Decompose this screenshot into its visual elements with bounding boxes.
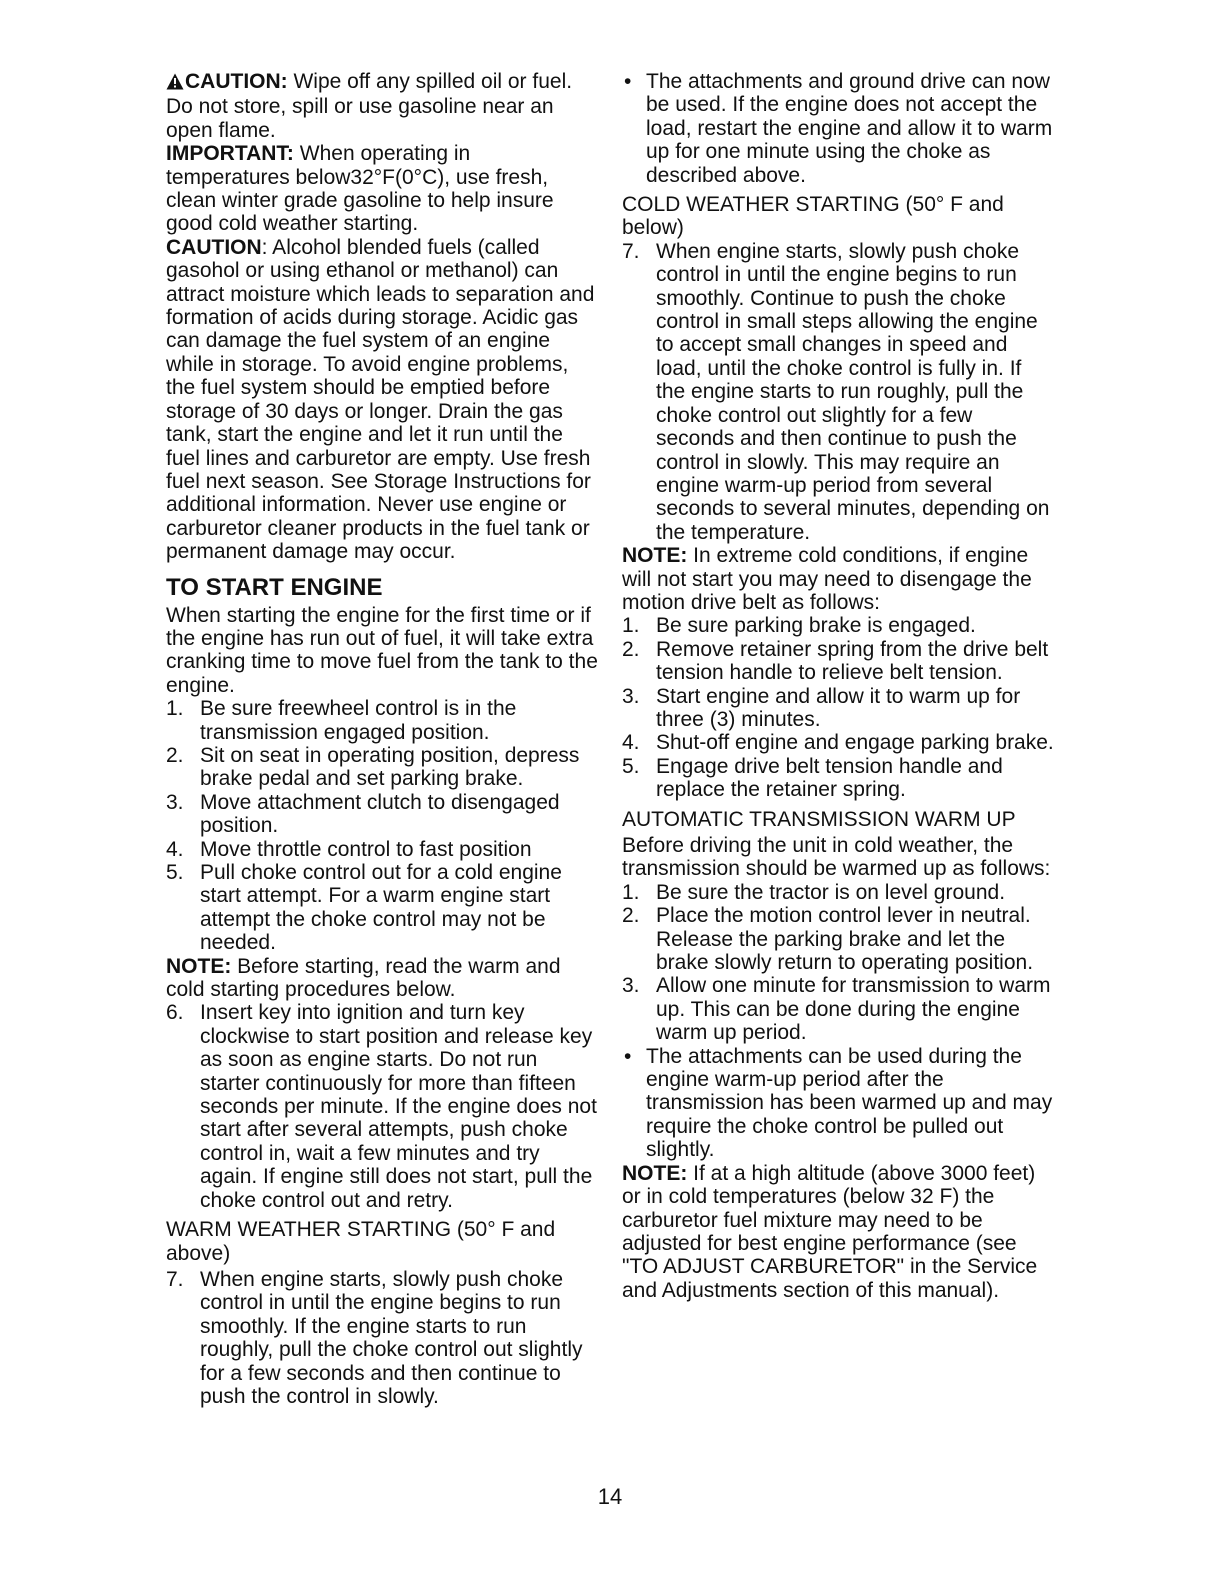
list-item: 1. Be sure parking brake is engaged. (622, 614, 976, 638)
important-text: When operating in temperatures below32°F(0°C), use fresh, clean winter grade gasoline to help insure good cold weather starting. (166, 142, 554, 236)
list-item: 7. When engine starts, slowly push choke control in until the engine begins to run smoothly. If the engine starts to run roughly, pull the choke control out slightly for a few seconds and then continue to push the control in slowly. (166, 1267, 583, 1408)
caution-alcohol-label: CAUTION (166, 235, 262, 259)
caution-paragraph (166, 70, 598, 142)
note-label: NOTE: (622, 1161, 688, 1185)
note-label: NOTE: (166, 954, 232, 978)
note-text: In extreme cold conditions, if engine will not start you may need to disengage the motion drive belt as follows: (622, 544, 1032, 614)
list-item: 2. Remove retainer spring from the drive belt tension handle to relieve belt tension. (622, 637, 1049, 685)
note-paragraph (622, 1162, 1054, 1302)
list-item: • The attachments can be used during the engine warm-up period after the transmission has been warmed up and may require the choke control be pulled out slightly. (624, 1044, 1053, 1162)
start-intro: When starting the engine for the first time or if the engine has run out of fuel, it will take extra cranking time to move fuel from the tank to the engine. (166, 603, 598, 697)
list-item: 2. Place the motion control lever in neutral. Release the parking brake and let the brake slowly return to operating position. (622, 904, 1034, 975)
list-item: 4. Move throttle control to fast position (166, 837, 532, 861)
note-text: Before starting, read the warm and cold starting procedures below. (166, 954, 561, 1002)
auto-transmission-heading: AUTOMATIC TRANSMISSION WARM UP (622, 807, 1016, 831)
list-item: 7. When engine starts, slowly push choke control in until the engine begins to run smoothly. Continue to push the choke control in small steps allowing the engine to accept small changes in speed and load, until the choke control is fully in. If the engine starts to run roughly, pull the choke control out slightly for a few seconds and then continue to push the control in slowly. This may require an engine warm-up period from several seconds to several minutes, depending on the temperature. (622, 239, 1050, 544)
auto-transmission-intro: Before driving the unit in cold weather, the transmission should be warmed up as follows: (622, 834, 1051, 881)
note-label: NOTE: (622, 544, 688, 568)
note-paragraph (622, 544, 1054, 614)
important-paragraph (166, 142, 598, 236)
cold-steps-list (622, 614, 1054, 801)
caution-alcohol-text: : Alcohol blended fuels (called gasohol or using ethanol or methanol) can attract moisture which leads to separation and formation of acids during storage. Acidic gas can damage the fuel system of an engine while in storage. To avoid engine problems, the fuel system should be emptied before storage of 30 days or longer. Drain the gas tank, start the engine and let it run until the fuel lines and carburetor are empty. Use fresh fuel next season. See Storage Instructions for additional information. Never use engine or carburetor cleaner products in the fuel tank or permanent damage may occur. (166, 235, 595, 564)
list-item: 5. Engage drive belt tension handle and replace the retainer spring. (622, 754, 1003, 802)
section-heading-start-engine: TO START ENGINE (166, 573, 383, 601)
list-item: 1. Be sure the tractor is on level ground. (622, 880, 1006, 904)
note-text: If at a high altitude (above 3000 feet) or in cold temperatures (below 32 F) the carburetor fuel mixture may need to be adjusted for best engine performance (see "TO ADJUST CARBURETOR" in the Service and Adjustments section of this manual). (622, 1161, 1038, 1302)
warm-weather-heading: WARM WEATHER STARTING (50° F and above) (166, 1218, 556, 1265)
cold-weather-heading: COLD WEATHER STARTING (50° F and below) (622, 193, 1004, 240)
list-item: 4. Shut-off engine and engage parking brake. (622, 731, 1054, 755)
auto-steps-list (622, 881, 1054, 1045)
list-item: 5. Pull choke control out for a cold engine start attempt. For a warm engine start attempt the choke control may not be needed. (166, 861, 562, 955)
list-item: 6. Insert key into ignition and turn key clockwise to start position and release key as soon as engine starts. Do not run starter continuously for more than fifteen seconds per minute. If the engine does not start after several attempts, push choke control in, wait a few minutes and try again. If engine still does not start, pull the choke control out and retry. (166, 1001, 597, 1212)
page-number: 14 (597, 1484, 623, 1509)
note-paragraph (166, 955, 598, 1002)
list-item: • The attachments and ground drive can now be used. If the engine does not accept the load, restart the engine and allow it to warm up for one minute using the choke as described above. (624, 70, 1053, 187)
bullet-icon: • (624, 70, 632, 93)
left-column (166, 70, 598, 1408)
right-column (622, 70, 1054, 1302)
caution-alcohol-paragraph (166, 236, 598, 564)
list-item: 1. Be sure freewheel control is in the transmission engaged position. (166, 697, 517, 744)
start-steps-list (166, 697, 598, 954)
caution-label: CAUTION: (185, 70, 288, 93)
list-item: 2. Sit on seat in operating position, depress brake pedal and set parking brake. (166, 743, 580, 791)
list-item: 3. Start engine and allow it to warm up for three (3) minutes. (622, 684, 1021, 731)
list-item: 3. Allow one minute for transmission to warm up. This can be done during the engine warm up period. (622, 974, 1051, 1045)
caution-text: Wipe off any spilled oil or fuel. Do not store, spill or use gasoline near an open flame. (166, 70, 573, 142)
list-item: 3. Move attachment clutch to disengaged position. (166, 790, 560, 838)
bullet-icon: • (624, 1044, 632, 1068)
important-label: IMPORTANT: (166, 142, 294, 166)
warning-triangle-icon (166, 72, 184, 95)
